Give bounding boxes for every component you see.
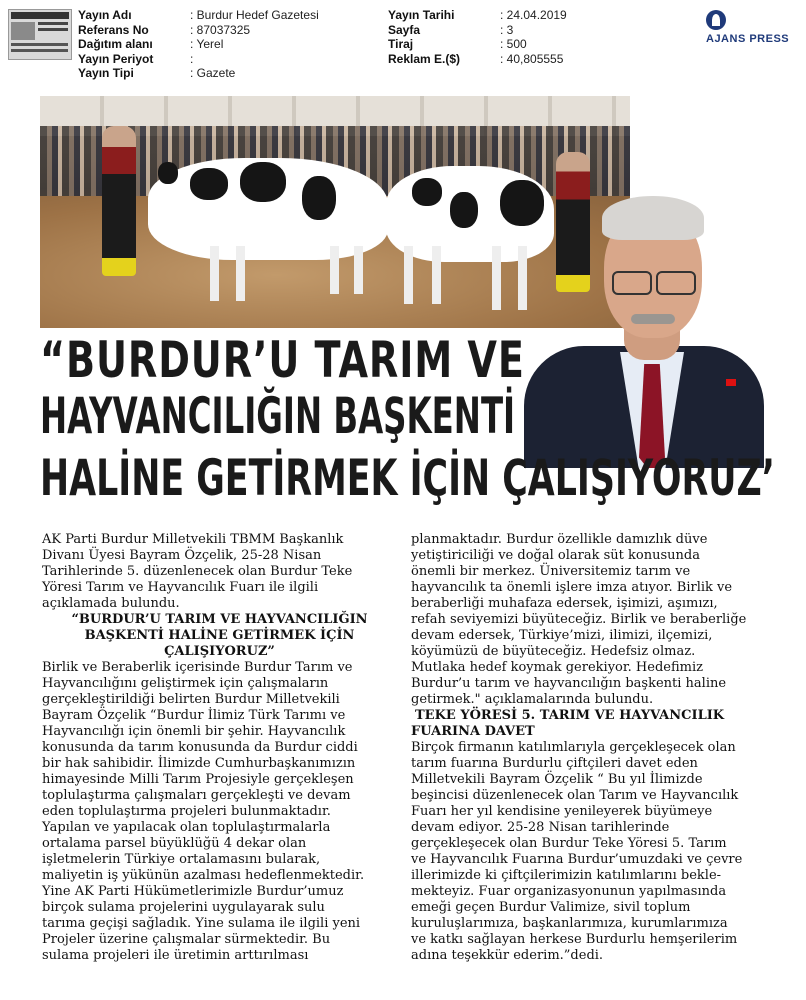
text-line: gerçekleşecek olan Burdur Teke Yöresi 5. Tarım	[411, 836, 727, 851]
meta-label: Tiraj	[388, 37, 414, 51]
meta-row	[388, 52, 567, 67]
meta-label: Yayın Tipi	[78, 66, 134, 80]
text-line: Milletvekili Bayram Özçelik “ Bu yıl İlimizde	[411, 772, 703, 787]
text-line: mekteyiz. Fuar organizasyonunun yapılmasında	[411, 884, 727, 899]
text-line: adına teşekkür ederim.”dedi.	[411, 948, 604, 963]
meta-value: : 500	[500, 37, 527, 51]
headline-line-3: HALİNE GETİRMEK İÇİN ÇALIŞIYORUZ’	[40, 450, 775, 508]
meta-value: : 87037325	[190, 22, 251, 37]
meta-left	[78, 8, 319, 81]
text-line: Fuarı her yıl kendisine yenileyerek büyümeye	[411, 804, 713, 819]
text-line: Tarihlerinde 5. düzenlenecek olan Burdur Teke	[42, 564, 353, 579]
meta-value: : Gazete	[190, 66, 236, 80]
text-line: AK Parti Burdur Milletvekili TBMM Başkanlık	[42, 532, 344, 547]
text-line: emeği geçen Burdur Valimize, sivil toplum	[411, 900, 691, 915]
text-line: devam ediyor. 25-28 Nisan tarihlerinde	[411, 820, 670, 835]
text-line: tarıma geçişi sağladık. Yine sulama ile ilgili yeni	[42, 916, 361, 931]
text-line: önemli bir merkez. Üniversitemiz tarım ve	[411, 564, 691, 579]
article-left-column	[42, 532, 397, 964]
text-line: Yöresi Tarım ve Hayvancılık Fuarı ile ilgili	[42, 580, 319, 595]
text-line: eden toplulaştırma projeleri bulunmaktadır.	[42, 804, 331, 819]
text-line: yetiştiriciliği ve doğal olarak süt konusunda	[411, 548, 700, 563]
headline-line-1: “BURDUR’U TARIM VE	[40, 332, 525, 390]
meta-row	[78, 66, 319, 81]
meta-row	[78, 37, 319, 52]
meta-row	[388, 37, 567, 52]
body-paragraph	[411, 532, 771, 708]
subheading-line: ÇALIŞIYORUZ”	[164, 644, 275, 659]
text-line: beraberliği muhafaza edersek, işimizi, aşımızı,	[411, 596, 718, 611]
text-line: Mutlaka hedef koymak gerekiyor. Hedefimiz	[411, 660, 703, 675]
meta-row	[78, 52, 319, 67]
text-line: ve Hayvancılık Fuarına Burdur’umuzdaki ve çevre	[411, 852, 743, 867]
subheading	[411, 708, 771, 740]
meta-label: Yayın Tarihi	[388, 8, 455, 22]
text-line: hayvancılık ta önemli işlere imza atıyor. Birlik ve	[411, 580, 733, 595]
text-line: köyümüzü de büyüteceğiz. Hedefsiz olmaz.	[411, 644, 696, 659]
body-paragraph	[411, 740, 771, 964]
text-line: Yine AK Parti Hükümetlerimizle Burdur’umuz	[42, 884, 344, 899]
text-line: Divanı Üyesi Bayram Özçelik, 25-28 Nisan	[42, 548, 322, 563]
text-line: ve katkı sağlayan herkese Burdurlu hemşerilerim	[411, 932, 738, 947]
text-line: bir hak sahibidir. İlimizde Cumhurbaşkanımızın	[42, 756, 356, 771]
intro-paragraph	[42, 532, 397, 612]
meta-label: Yayın Periyot	[78, 51, 154, 66]
ajans-press-logo	[703, 10, 799, 50]
subheading-line: BAŞKENTİ HALİNE GETİRMEK İÇİN	[84, 628, 355, 643]
meta-value: :	[190, 51, 194, 66]
logo-text: AJANS PRESS	[706, 33, 790, 45]
meta-label: Sayfa	[388, 22, 421, 37]
subheading-line: “BURDUR’U TARIM VE HAYVANCILIĞIN	[71, 612, 368, 627]
meta-right	[388, 8, 567, 66]
subheading	[42, 612, 397, 660]
text-line: konusunda da tarım konusunda da Burdur ciddi	[42, 740, 358, 755]
text-line: himayesinde Milli Tarım Projesiyle gerçekleşen	[42, 772, 354, 787]
body-paragraph	[42, 660, 397, 964]
text-line: Bayram Özçelik “Burdur İlimiz Türk Tarımı ve	[42, 708, 346, 723]
subheading-line: TEKE YÖRESİ 5. TARIM VE HAYVANCILIK	[415, 708, 725, 723]
meta-value: : 3	[500, 22, 514, 37]
subheading-line: FUARINA DAVET	[411, 724, 535, 739]
meta-row	[388, 23, 567, 38]
meta-label: Referans No	[78, 22, 149, 37]
meta-row	[78, 23, 319, 38]
text-line: Birçok firmanın katılımlarıyla gerçekleşecek olan	[411, 740, 736, 755]
article-right-column	[411, 532, 771, 964]
headline-line-2: HAYVANCILIĞIN BAŞKENTİ	[40, 388, 516, 446]
text-line: illerimizde ki çiftçilerimizin katılımlarını bekle-	[411, 868, 722, 883]
text-line: işletmelerin Türkiye ortalamasını bularak,	[42, 852, 321, 867]
meta-label: Dağıtım alanı	[78, 37, 153, 51]
politician-portrait	[516, 96, 766, 468]
text-line: Hayvancılığını geliştirmek için çalışmaların	[42, 676, 329, 691]
text-line: refah seviyemizi büyüteceğiz. Birlik ve beraberliğe	[411, 612, 747, 627]
text-line: Hayvancılığı için önemli bir şehir. Hayvancılık	[42, 724, 346, 739]
text-line: devam edersek, Türkiye’mizi, ilimizi, ilçemizi,	[411, 628, 713, 643]
meta-value: : 40,805555	[500, 51, 564, 66]
text-line: Projeler üzerine çalışmalar sürmektedir. Bu	[42, 932, 331, 947]
text-line: maliyetin iş yükünün azalması hedeflenmektedir.	[42, 868, 365, 883]
meta-value: : Burdur Hedef Gazetesi	[190, 8, 319, 22]
text-line: getirmek." açıklamalarında bulundu.	[411, 692, 654, 707]
meta-value: : Yerel	[190, 37, 224, 51]
text-line: beşincisi düzenlenecek olan Tarım ve Hayvancılık	[411, 788, 739, 803]
meta-value: : 24.04.2019	[500, 8, 567, 22]
ajans-press-logo-icon	[706, 10, 726, 30]
meta-row	[78, 8, 319, 23]
text-line: ortalama parsel büyüklüğü 4 dekar olan	[42, 836, 307, 851]
text-line: Birlik ve Beraberlik içerisinde Burdur Tarım ve	[42, 660, 353, 675]
text-line: sulama projeleri ile üretimin arttırılması	[42, 948, 309, 963]
text-line: açıklamada bulundu.	[42, 596, 180, 611]
text-line: toplulaştırma çalışmaları gerçekleşti ve devam	[42, 788, 351, 803]
meta-label: Yayın Adı	[78, 8, 132, 22]
text-line: Yapılan ve yapılacak olan toplulaştırmalarla	[42, 820, 331, 835]
text-line: gerçekleştirildiği belirten Burdur Milletvekili	[42, 692, 340, 707]
text-line: kuruluşlarımıza, başkanlarımıza, kurumlarımıza	[411, 916, 728, 931]
meta-row	[388, 8, 567, 23]
text-line: planmaktadır. Burdur özellikle damızlık düve	[411, 532, 708, 547]
meta-label: Reklam E.($)	[388, 51, 461, 66]
text-line: tarım fuarına Burdurlu çiftçileri davet eden	[411, 756, 698, 771]
flag-pin-icon	[726, 379, 736, 386]
clipping-thumbnail	[8, 9, 72, 60]
text-line: Burdur’u tarım ve hayvancılığın başkenti haline	[411, 676, 727, 691]
text-line: birçok sulama projelerini uygulayarak sulu	[42, 900, 325, 915]
